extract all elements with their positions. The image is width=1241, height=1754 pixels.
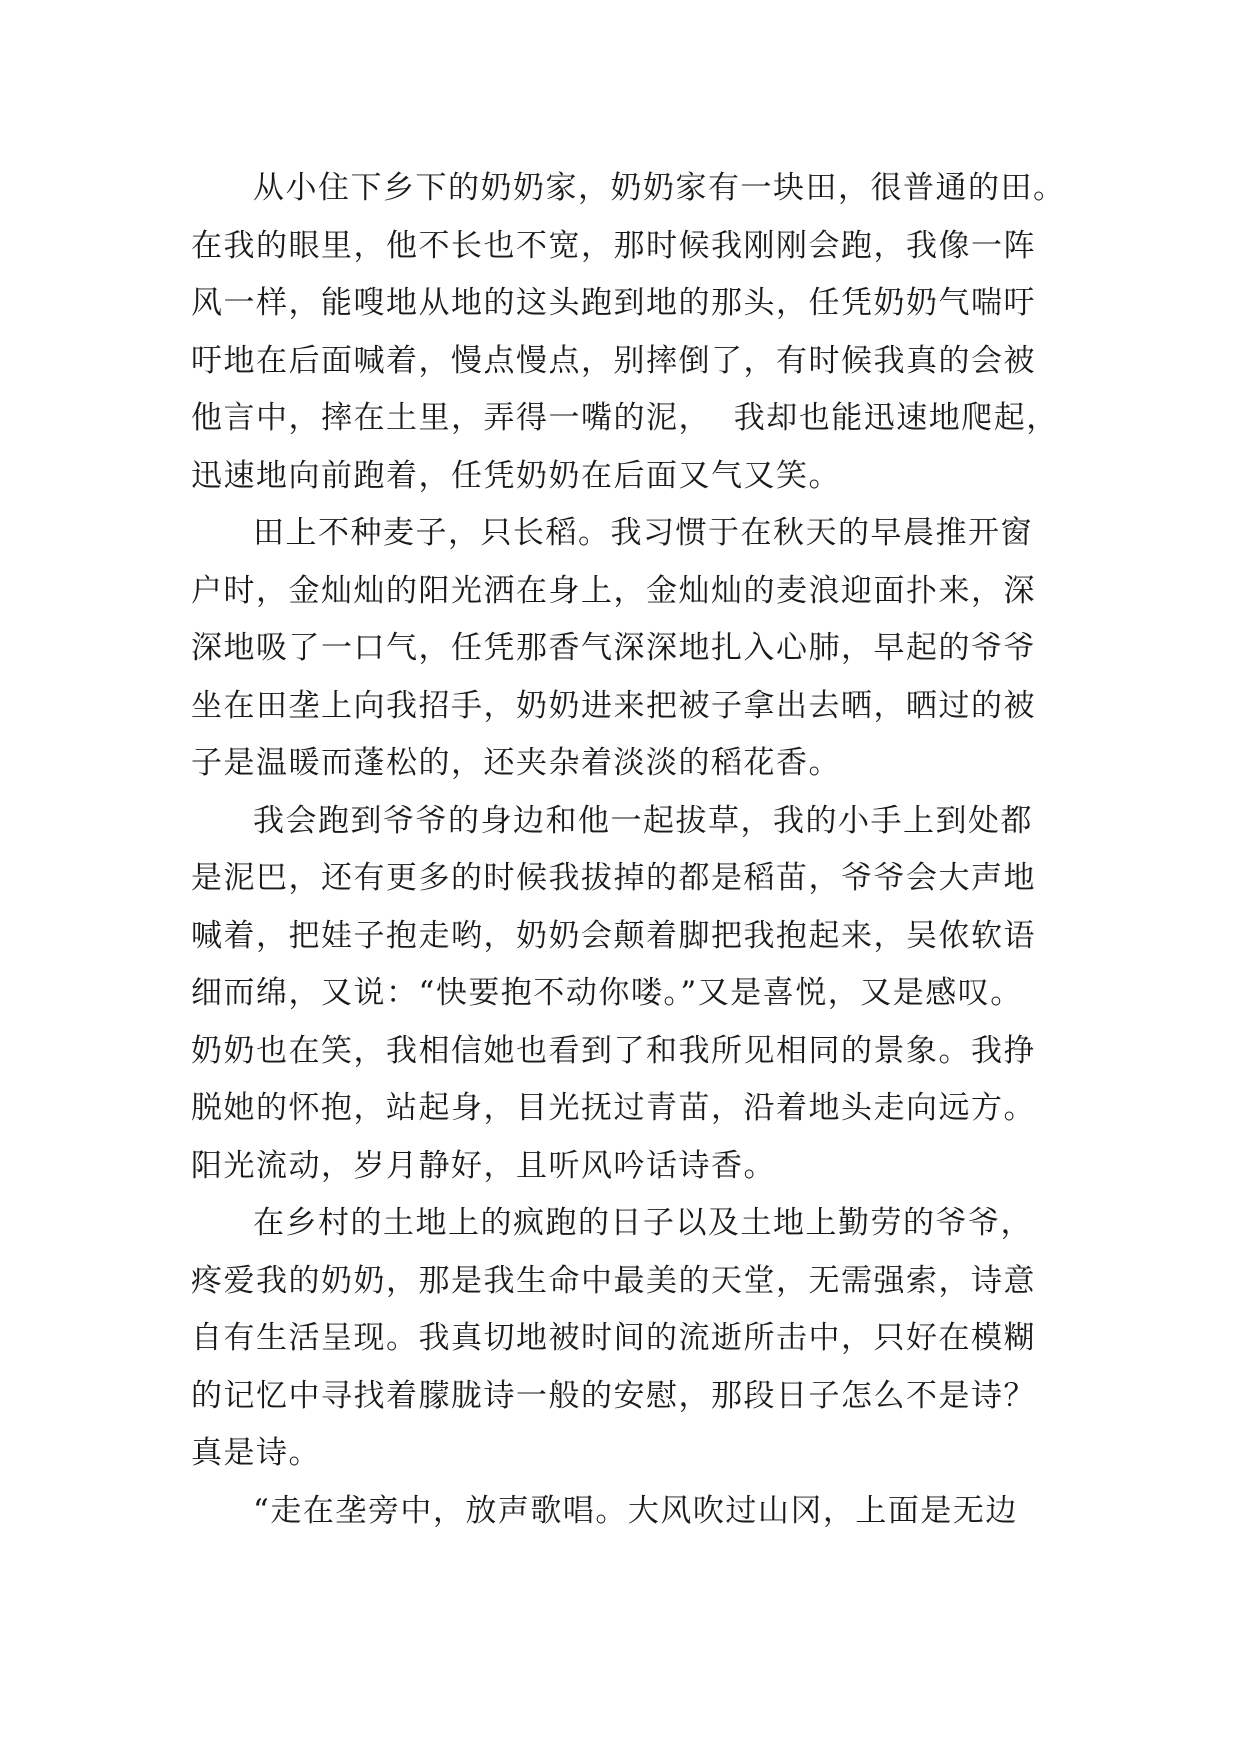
paragraph-3-line-7: 阳光流动，岁月静好，且听风吟话诗香。	[191, 1147, 776, 1184]
paragraph-2-line-5: 子是温暖而蓬松的，还夹杂着淡淡的稻花香。	[191, 745, 841, 781]
paragraph-3-line-3: 喊着，把娃子抱走哟，奶奶会颠着脚把我抱起来，吴侬软语	[191, 917, 1036, 954]
essay-body	[191, 160, 1071, 1540]
paragraph-1-line-5: 他言中，摔在土里，弄得一嘴的泥， 我却也能迅速地爬起，	[191, 400, 1059, 436]
paragraph-3-line-2: 是泥巴，还有更多的时候我拔掉的都是稻苗，爷爷会大声地	[191, 860, 1036, 896]
paragraph-1-line-2: 在我的眼里，他不长也不宽，那时候我刚刚会跑，我像一阵	[191, 227, 1036, 264]
paragraph-1-line-6: 迅速地向前跑着，任凭奶奶在后面又气又笑。	[191, 457, 841, 494]
paragraph-2-line-4: 坐在田垄上向我招手，奶奶进来把被子拿出去晒，晒过的被	[191, 687, 1036, 724]
paragraph-2-line-2: 户时，金灿灿的阳光洒在身上，金灿灿的麦浪迎面扑来，深	[191, 572, 1036, 609]
paragraph-1-line-1: 从小住下乡下的奶奶家，奶奶家有一块田，很普通的田。	[253, 170, 1066, 206]
paragraph-1-line-4: 吁地在后面喊着，慢点慢点，别摔倒了，有时候我真的会被	[191, 342, 1036, 379]
paragraph-3-line-5: 奶奶也在笑，我相信她也看到了和我所见相同的景象。我挣	[191, 1032, 1036, 1069]
paragraph-3-line-1: 我会跑到爷爷的身边和他一起拔草，我的小手上到处都	[253, 802, 1033, 839]
paragraph-1-line-3: 风一样，能嗖地从地的这头跑到地的那头，任凭奶奶气喘吁	[191, 285, 1036, 321]
paragraph-4-line-4: 的记忆中寻找着朦胧诗一般的安慰，那段日子怎么不是诗？	[191, 1377, 1036, 1414]
paragraph-4-line-2: 疼爱我的奶奶，那是我生命中最美的天堂，无需强索，诗意	[191, 1262, 1036, 1299]
paragraph-4-line-1: 在乡村的土地上的疯跑的日子以及土地上勤劳的爷爷，	[253, 1205, 1033, 1241]
paragraph-3-line-6: 脱她的怀抱，站起身，目光抚过青苗，沿着地头走向远方。	[191, 1090, 1036, 1126]
paragraph-2-line-1: 田上不种麦子，只长稻。我习惯于在秋天的早晨推开窗	[253, 515, 1033, 551]
paragraph-3-line-4: 细而绵，又说：“快要抱不动你喽。”又是喜悦，又是感叹。	[191, 975, 1023, 1011]
paragraph-4-line-3: 自有生活呈现。我真切地被时间的流逝所击中，只好在模糊	[191, 1320, 1036, 1356]
paragraph-2-line-3: 深地吸了一口气，任凭那香气深深地扎入心肺，早起的爷爷	[191, 630, 1036, 666]
paragraph-4-line-5: 真是诗。	[191, 1435, 321, 1471]
paragraph-5-line-1: “走在垄旁中，放声歌唱。大风吹过山冈，上面是无边	[253, 1492, 1018, 1529]
